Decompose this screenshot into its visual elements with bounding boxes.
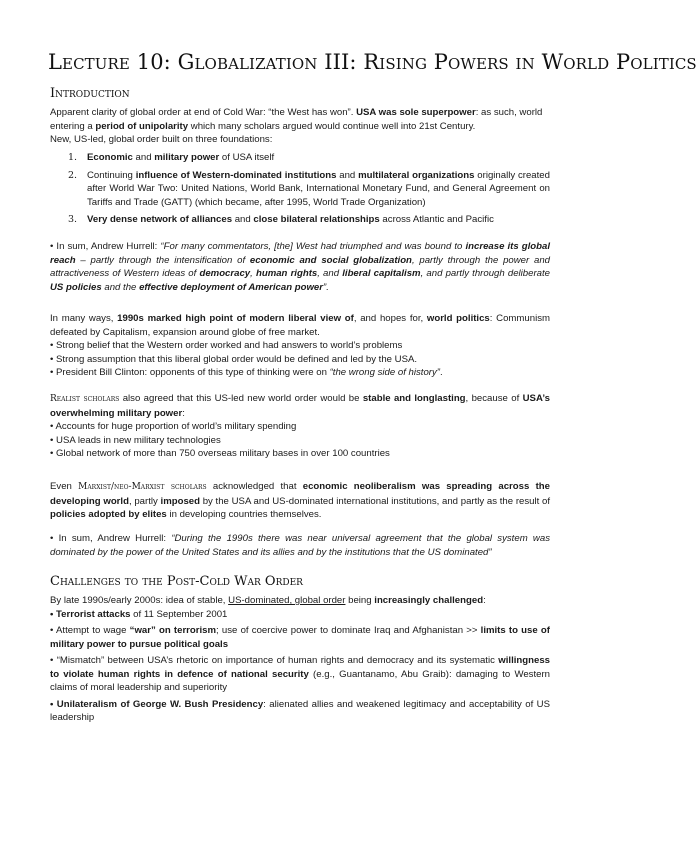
- text-run: US policies: [50, 281, 102, 293]
- list-number: 1.: [68, 152, 78, 163]
- quote-text: “During the 1990s there was near universal agreement that the global system was dominated by the power of the United States and its allies and by the institutions that the US dominated”: [50, 533, 550, 558]
- bullet-item: [50, 608, 550, 622]
- text-run: , and hopes for,: [353, 313, 427, 324]
- liberal-view-paragraph: [50, 312, 550, 380]
- text-run: democracy: [199, 268, 251, 279]
- text-run: , partly through the power and attractiveness of Western ideas of: [50, 254, 550, 279]
- text-run: and: [132, 152, 155, 163]
- text-run: Economic: [87, 152, 133, 163]
- text-run: By late 1990s/early 2000s: idea of stable,: [50, 595, 229, 606]
- text-run: • President Bill Clinton: opponents of this type of thinking were on: [50, 367, 330, 378]
- text-run: by the USA and US-dominated international institutions, and partly as the result of: [199, 495, 551, 507]
- text-run: “the wrong side of history”: [329, 367, 440, 378]
- list-item: [50, 169, 550, 210]
- text-run: • In sum, Andrew Hurrell:: [50, 241, 161, 252]
- text-run: imposed: [160, 495, 200, 507]
- bullet-item: • Accounts for huge proportion of world’s military spending: [50, 421, 297, 432]
- text-run: economic and social globalization: [249, 254, 412, 266]
- text-run: USA was sole superpower: [356, 107, 476, 118]
- text-run: world politics: [426, 313, 490, 324]
- text-run: ”.: [323, 281, 329, 293]
- text-run: USA’s overwhelming military power: [50, 393, 550, 419]
- text-run: In many ways,: [50, 313, 118, 324]
- bullet-item: • Strong assumption that this liberal global order would be defined and led by the USA.: [50, 353, 418, 365]
- list-item: [50, 151, 550, 165]
- text-run: :: [483, 595, 486, 606]
- text-run: being: [345, 595, 375, 606]
- text-run: stable and longlasting: [362, 393, 466, 404]
- bullet-item: [50, 698, 550, 725]
- text-run: , and partly through deliberate: [420, 268, 551, 279]
- text-run: increasingly challenged: [374, 595, 484, 606]
- text-run: :: [182, 407, 185, 419]
- text-run: Continuing: [87, 169, 136, 181]
- text-run: increase its global reach: [50, 241, 550, 266]
- text-run: Apparent clarity of global order at end of Cold War: “the West has won”.: [50, 107, 357, 118]
- bullet-item: • USA leads in new military technologies: [50, 434, 221, 446]
- list-item: [50, 213, 550, 227]
- text-run: (e.g., Guantanamo, Abu Graib): damaging to Western claims of moral leadership and superiority: [50, 668, 551, 693]
- text-run: and: [336, 169, 359, 181]
- text-run: .: [439, 367, 443, 378]
- text-run: close bilateral relationships: [253, 214, 380, 225]
- text-run: Even: [50, 481, 79, 492]
- text-run: – partly through the intensification of: [75, 254, 250, 266]
- text-run: : as such, world entering a: [50, 107, 543, 132]
- section-heading-introduction: Introduction: [50, 86, 130, 101]
- text-run: limits to use of military power to pursue political goals: [50, 625, 550, 650]
- text-run: and: [232, 214, 254, 225]
- text-run: : alienated allies and weakened legitimacy and acceptability of US leadership: [50, 698, 550, 723]
- text-run: “war” on terrorism: [129, 625, 217, 636]
- text-run: • In sum, Andrew Hurrell:: [50, 533, 172, 544]
- text-run: liberal capitalism: [342, 268, 421, 279]
- text-run: • Terrorist attacks: [50, 608, 131, 620]
- text-run: Very dense network of alliances: [87, 214, 233, 225]
- bullet-item: [50, 366, 550, 380]
- text-run: originally created after World War Two: United Nations, World Bank, International Monetary Fund, and General Agreement on Tariffs and Trade (GATT) (which became, after 1995, World Trade Organization): [87, 169, 550, 208]
- text-run: willingness to violate human rights in defence of national security: [50, 655, 550, 680]
- text-run: which many scholars argued would continue well into 21st Century.: [188, 120, 476, 132]
- text-run: Marxist/neo-Marxist scholars: [78, 482, 207, 492]
- section-heading-challenges: Challenges to the Post-Cold War Order: [50, 574, 303, 589]
- challenges-body: [50, 594, 550, 725]
- text-run: • Attempt to wage: [50, 625, 130, 636]
- text-run: New, US-led, global order built on three foundations:: [50, 134, 273, 145]
- marxist-paragraph: [50, 480, 550, 522]
- realist-paragraph: [50, 392, 550, 461]
- page-title: Lecture 10: Globalization III: Rising Powers in World Politics: [48, 50, 697, 74]
- text-run: ,: [250, 268, 256, 279]
- bullet-item: • Global network of more than 750 overseas military bases in over 100 countries: [50, 448, 390, 459]
- text-run: influence of Western-dominated institutions: [135, 169, 337, 181]
- text-run: , partly: [128, 495, 161, 507]
- hurrell-quote-1: [50, 240, 550, 294]
- text-run: , because of: [465, 393, 523, 404]
- text-run: • “Mismatch” between USA’s rhetoric on importance of human rights and democracy and its systematic: [50, 655, 499, 666]
- text-run: period of unipolarity: [95, 120, 189, 132]
- bullet-item: [50, 624, 550, 651]
- hurrell-quote-2: [50, 532, 550, 559]
- text-run: of USA itself: [219, 152, 275, 163]
- text-run: ; use of coercive power to dominate Iraq and Afghanistan >>: [216, 625, 481, 636]
- text-run: : Communism defeated by Capitalism, expansion around globe of free market.: [50, 313, 550, 338]
- text-run: across Atlantic and Pacific: [379, 214, 494, 225]
- text-run: human rights: [255, 268, 318, 279]
- text-run: of 11 September 2001: [130, 608, 228, 620]
- text-run: Realist scholars: [50, 394, 120, 404]
- text-run: US-dominated, global order: [228, 595, 346, 606]
- text-run: 1990s marked high point of modern liberal view of: [117, 313, 354, 324]
- text-run: , and: [317, 268, 343, 279]
- text-run: acknowledged that: [206, 481, 303, 492]
- text-run: also agreed that this US-led new world order would be: [119, 393, 363, 404]
- text-run: effective deployment of American power: [139, 281, 323, 293]
- bullet-item: • Strong belief that the Western order worked and had answers to world’s problems: [50, 340, 403, 351]
- foundations-list: [50, 151, 550, 231]
- text-run: “For many commentators, [the] West had triumphed and was bound to: [160, 241, 466, 252]
- text-run: • Unilateralism of George W. Bush Presidency: [50, 698, 264, 710]
- list-number: 3.: [68, 214, 78, 225]
- text-run: military power: [154, 152, 220, 163]
- list-number: 2.: [68, 169, 78, 181]
- bullet-item: [50, 654, 550, 695]
- text-run: in developing countries themselves.: [166, 509, 322, 520]
- text-run: economic neoliberalism was spreading across the developing world: [50, 481, 550, 507]
- text-run: multilateral organizations: [358, 169, 475, 181]
- text-run: policies adopted by elites: [50, 509, 167, 520]
- intro-paragraph: [50, 106, 550, 147]
- text-run: and the: [101, 281, 140, 293]
